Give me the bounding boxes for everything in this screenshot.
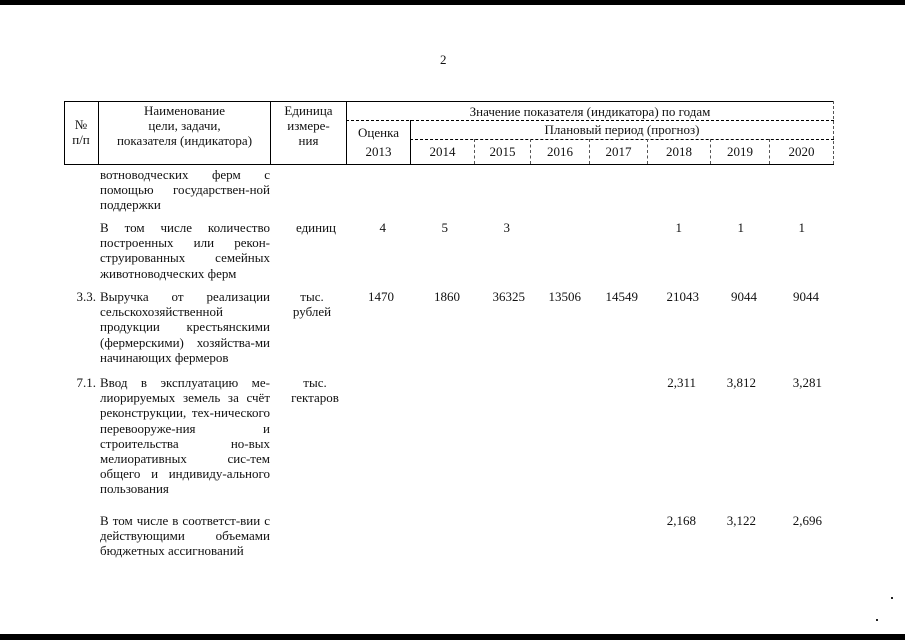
row-number: 3.3. xyxy=(76,289,96,304)
row-value-2015: 3 xyxy=(503,220,510,235)
row-value-2019: 9044 xyxy=(731,289,757,304)
header-mid-rule xyxy=(346,120,834,121)
row-value-2018: 2,168 xyxy=(666,513,696,528)
row-value-2019: 3,122 xyxy=(726,513,756,528)
header-year-2015: 2015 xyxy=(489,144,516,159)
header-col-estimate: Оценка xyxy=(358,125,399,140)
row-name: вотноводческих ферм с помощью государствен-ной поддержки xyxy=(100,167,270,213)
scan-top-edge xyxy=(0,0,905,5)
header-year-2018: 2018 xyxy=(666,144,692,159)
row-value-2015: 36325 xyxy=(492,289,525,304)
row-name: В том числе в соответст-вии с действующими объемами бюджетных ассигнований xyxy=(100,513,270,559)
row-value-2013: 4 xyxy=(379,220,386,235)
row-value-2019: 1 xyxy=(737,220,744,235)
header-col-name: Наименование цели, задачи, показателя (индикатора) xyxy=(116,103,253,148)
row-unit: единиц xyxy=(295,220,337,235)
row-name: Выручка от реализации сельскохозяйственной продукции крестьянскими (фермерскими) хозяйства-ми начинающих фермеров xyxy=(100,289,270,365)
header-year-2013: 2013 xyxy=(365,144,392,159)
row-value-2014: 5 xyxy=(441,220,448,235)
row-name: Ввод в эксплуатацию ме-лиорируемых земель за счёт реконструкции, тех-нического перевооруже-ния и строительства но-вых мелиоративных сис-тем общего и индивиду-ального пользования xyxy=(100,375,270,497)
scan-speck xyxy=(891,597,893,599)
row-value-2020: 3,281 xyxy=(792,375,822,390)
header-year-2020: 2020 xyxy=(788,144,815,159)
header-col-no: № п/п xyxy=(72,117,90,147)
row-value-2020: 9044 xyxy=(793,289,819,304)
row-number: 7.1. xyxy=(76,375,96,390)
row-value-2018: 1 xyxy=(675,220,682,235)
header-year-2014: 2014 xyxy=(429,144,456,159)
row-value-2018: 2,311 xyxy=(667,375,696,390)
header-bottom-rule xyxy=(64,164,834,165)
header-year-2017: 2017 xyxy=(605,144,632,159)
row-value-2020: 2,696 xyxy=(792,513,822,528)
row-value-2014: 1860 xyxy=(434,289,460,304)
row-value-2013: 1470 xyxy=(368,289,394,304)
row-value-2020: 1 xyxy=(798,220,805,235)
header-border-right xyxy=(833,101,834,164)
scan-bottom-edge xyxy=(0,634,905,640)
row-value-2018: 21043 xyxy=(666,289,699,304)
header-year-2019: 2019 xyxy=(727,144,753,159)
header-col-unit: Единица измере- ния xyxy=(284,103,333,148)
scan-speck xyxy=(876,619,878,621)
row-name: В том числе количество построенных или рекон-струированных семейных животноводческих ферм xyxy=(100,220,270,281)
row-value-2016: 13506 xyxy=(548,289,581,304)
page-number: 2 xyxy=(440,52,447,67)
header-top-rule xyxy=(64,101,834,102)
row-unit: тыс. рублей xyxy=(292,289,332,320)
row-value-2017: 14549 xyxy=(605,289,638,304)
header-year-2016: 2016 xyxy=(547,144,573,159)
row-value-2019: 3,812 xyxy=(726,375,756,390)
header-col-values: Значение показателя (индикатора) по годам xyxy=(469,104,711,119)
header-col-plan: Плановый период (прогноз) xyxy=(544,122,700,137)
row-unit: тыс. гектаров xyxy=(291,375,339,406)
